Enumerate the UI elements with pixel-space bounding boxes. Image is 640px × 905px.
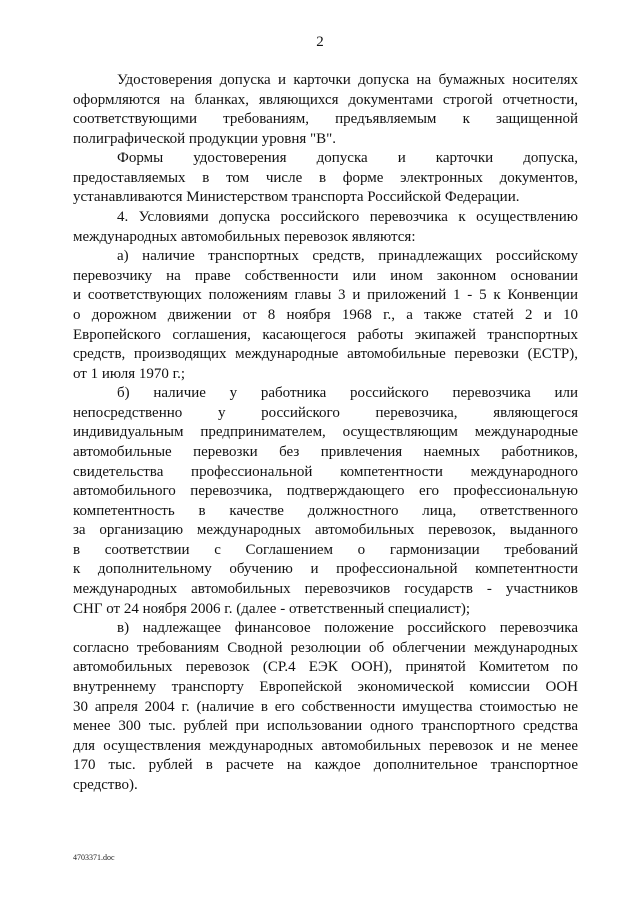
text-line: компетентность в качестве должностного лица, ответственного [73, 502, 578, 519]
paragraph [73, 149, 578, 208]
text-line: согласно требованиям Сводной резолюции об облегчении международных [73, 639, 578, 656]
text-line: индивидуальным предпринимателем, осуществляющим международные [73, 424, 578, 441]
paragraph [73, 619, 578, 795]
paragraph [73, 208, 578, 247]
text-line: в соответствии с Соглашением о гармонизации требований [73, 541, 578, 558]
text-line: международных автомобильных перевозок являются: [73, 228, 416, 245]
text-line: 170 тыс. рублей в расчете на каждое дополнительное транспортное [73, 757, 578, 774]
text-line: к дополнительному обучению и профессиональной компетентности [73, 561, 578, 578]
text-line: устанавливаются Министерством транспорта Российской Федерации. [73, 189, 520, 206]
text-line: 4. Условиями допуска российского перевозчика к осуществлению [117, 209, 578, 226]
text-line: международных автомобильных перевозчиков государств - участников [73, 581, 578, 598]
text-line: соответствующими требованиям, предъявляемым к защищенной [73, 111, 578, 128]
text-line: внутреннему транспорту Европейской экономической комиссии ООН [73, 678, 578, 695]
text-line: автомобильные перевозки без привлечения наемных работников, [73, 443, 578, 460]
text-line: б) наличие у работника российского перевозчика или [117, 385, 578, 402]
text-line: средств, производящих международные автомобильные перевозки (ЕСТР), [73, 346, 578, 363]
text-line: в) надлежащее финансовое положение российского перевозчика [117, 620, 578, 637]
text-line: средство). [73, 776, 138, 793]
text-line: Европейского соглашения, касающегося работы экипажей транспортных [73, 326, 578, 343]
text-line: свидетельства профессиональной компетентности международного [73, 463, 578, 480]
text-line: за организацию международных автомобильных перевозок, выданного [73, 522, 578, 539]
page-number: 2 [316, 34, 324, 50]
text-line: оформляются на бланках, являющихся документами строгой отчетности, [73, 91, 578, 108]
paragraph [73, 384, 578, 619]
text-line: автомобильных перевозок (СР.4 ЕЭК ООН), принятой Комитетом по [73, 659, 578, 676]
file-name-footer: 4703371.doc [73, 853, 115, 862]
text-line: непосредственно у российского перевозчика, являющегося [73, 404, 578, 421]
paragraph [73, 247, 578, 384]
text-line: перевозчику на праве собственности или ином законном основании [73, 267, 578, 284]
text-line: и соответствующих положениям главы 3 и приложений 1 - 5 к Конвенции [73, 287, 578, 304]
text-line: предоставляемых в том числе в форме электронных документов, [73, 169, 578, 186]
text-line: СНГ от 24 ноября 2006 г. (далее - ответственный специалист); [73, 600, 471, 617]
text-line: автомобильного перевозчика, подтверждающего его профессиональную [73, 483, 578, 500]
text-line: от 1 июля 1970 г.; [73, 365, 185, 382]
text-line: для осуществления международных автомобильных перевозок и не менее [73, 737, 578, 754]
text-line: менее 300 тыс. рублей при использовании одного транспортного средства [73, 718, 578, 735]
paragraph [73, 71, 578, 149]
text-line: а) наличие транспортных средств, принадлежащих российскому [117, 248, 578, 265]
text-line: полиграфической продукции уровня "В". [73, 130, 337, 147]
text-line: 30 апреля 2004 г. (наличие в его собственности имущества стоимостью не [73, 698, 578, 715]
document-body [73, 71, 578, 795]
text-line: о дорожном движении от 8 ноября 1968 г., а также статей 2 и 10 [73, 306, 578, 323]
text-line: Удостоверения допуска и карточки допуска на бумажных носителях [117, 72, 578, 88]
text-line: Формы удостоверения допуска и карточки допуска, [117, 150, 578, 167]
